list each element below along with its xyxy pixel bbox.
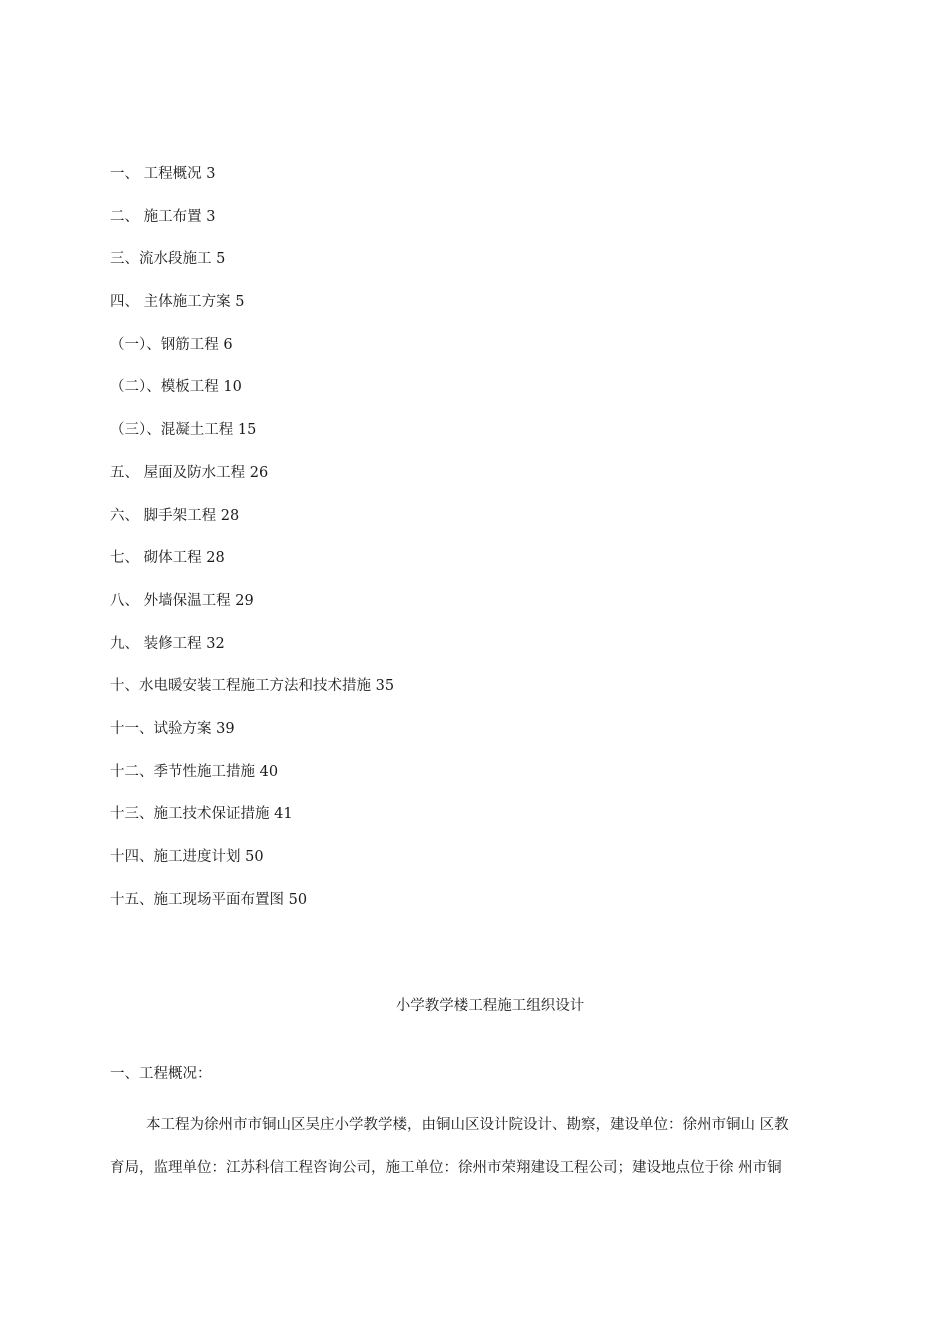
toc-entry[interactable]: 十五、施工现场平面布置图 50	[110, 891, 308, 908]
toc-entry[interactable]: 二、 施工布置 3	[110, 208, 216, 225]
toc-entry[interactable]: 一、 工程概况 3	[110, 166, 216, 182]
toc-entry[interactable]: 四、 主体施工方案 5	[110, 294, 245, 311]
paragraph-line: 育局，监理单位：江苏科信工程咨询公司，施工单位：徐州市荣翔建设工程公司；建设地点位于徐 州市铜	[110, 1160, 782, 1176]
toc-entry[interactable]: 十二、季节性施工措施 40	[110, 763, 279, 780]
table-of-contents	[110, 162, 830, 930]
toc-entry[interactable]: 九、 装修工程 32	[110, 635, 225, 652]
body-paragraph	[110, 1104, 862, 1190]
section-heading: 一、工程概况：	[110, 1066, 212, 1082]
toc-entry[interactable]: 五、 屋面及防水工程 26	[110, 464, 269, 481]
toc-entry[interactable]: 三、流水段施工 5	[110, 251, 226, 268]
toc-entry[interactable]: 十四、施工进度计划 50	[110, 849, 264, 865]
toc-entry[interactable]: 六、 脚手架工程 28	[110, 507, 240, 524]
toc-entry[interactable]: （一）、钢筋工程 6	[110, 336, 233, 353]
toc-entry[interactable]: 八、 外墙保温工程 29	[110, 592, 254, 609]
toc-entry[interactable]: 十三、施工技术保证措施 41	[110, 806, 293, 823]
toc-entry[interactable]: （二）、模板工程 10	[110, 379, 242, 396]
paragraph-line: 本工程为徐州市市铜山区吴庄小学教学楼，由铜山区设计院设计、勘察，建设单位：徐州市铜山 区教	[146, 1117, 789, 1133]
toc-entry[interactable]: 十一、试验方案 39	[110, 720, 235, 737]
toc-entry[interactable]: （三）、混凝土工程 15	[110, 422, 257, 439]
toc-entry[interactable]: 十、水电暖安装工程施工方法和技术措施 35	[110, 678, 395, 695]
document-title: 小学教学楼工程施工组织设计	[395, 998, 585, 1014]
toc-entry[interactable]: 七、 砌体工程 28	[110, 550, 225, 567]
